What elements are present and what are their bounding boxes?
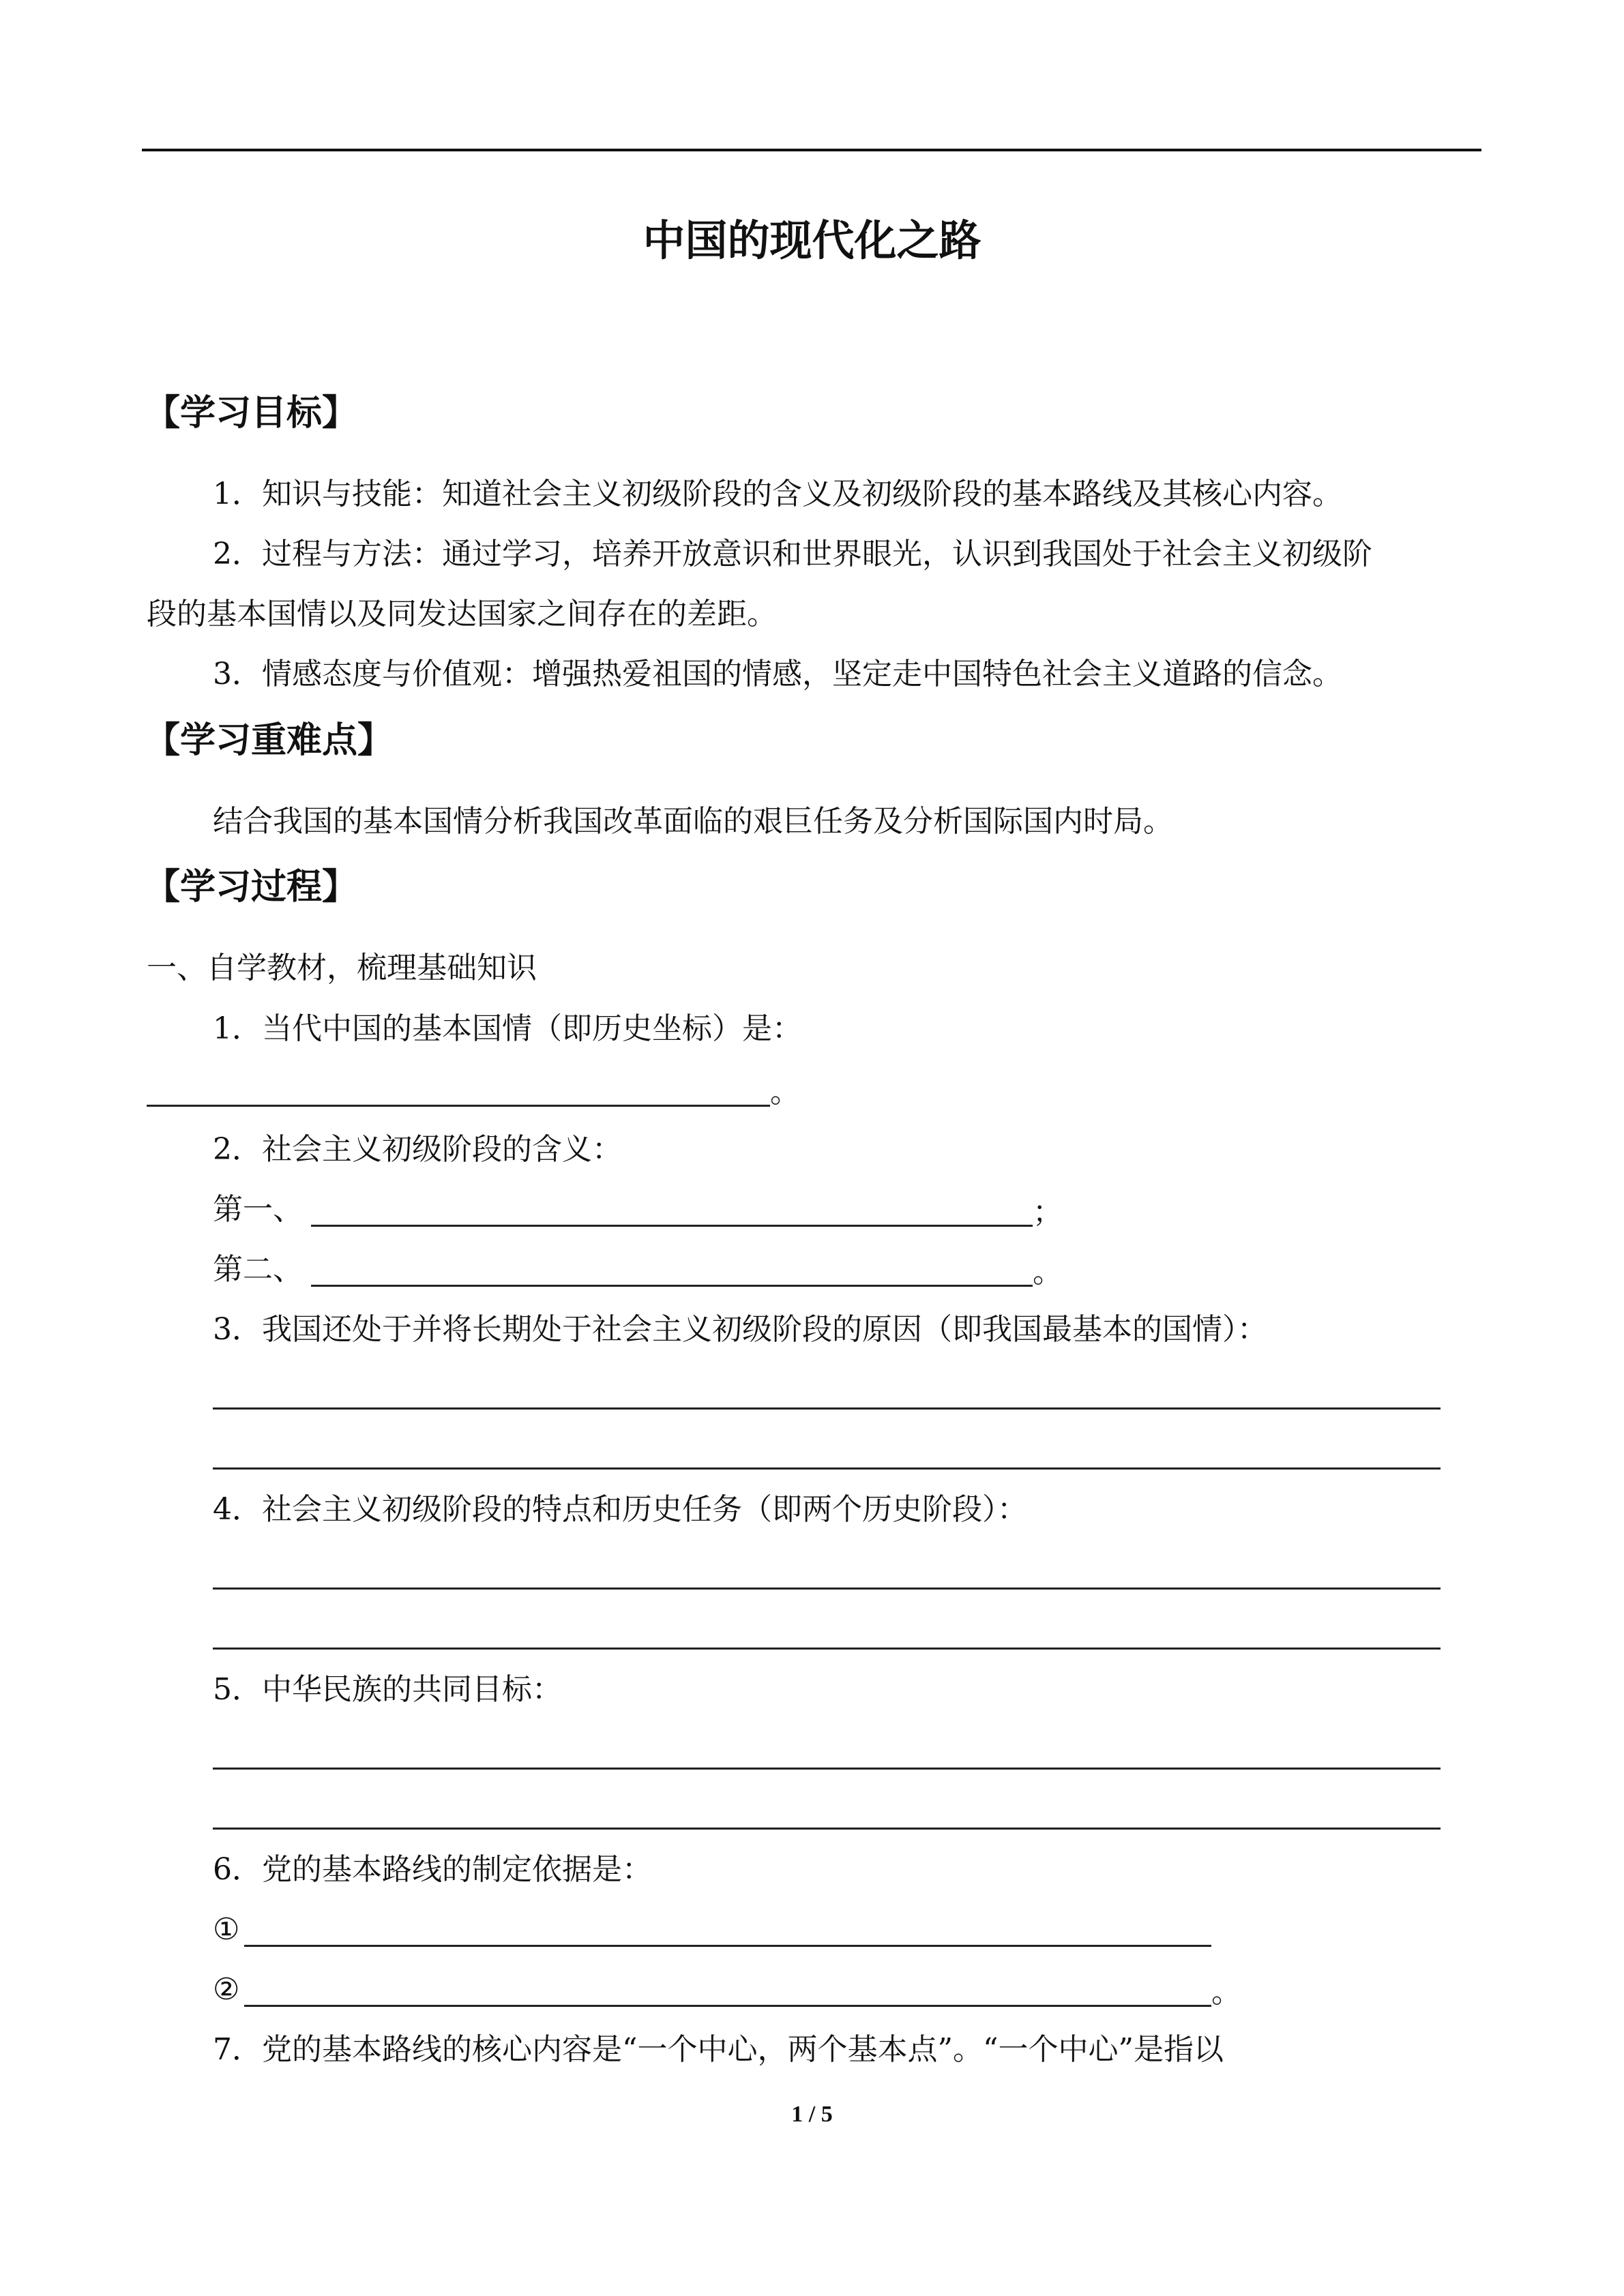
question-2-first-answer-line[interactable]: [311, 1225, 1033, 1227]
objectives-heading: 【学习目标】: [145, 393, 358, 434]
question-2-label: 2．社会主义初级阶段的含义：: [213, 1132, 622, 1167]
question-1-answer-line[interactable]: [147, 1105, 770, 1107]
key-points-heading: 【学习重难点】: [145, 720, 394, 761]
page-title: 中国的现代化之路: [643, 215, 981, 265]
question-3-answer-line-1[interactable]: [213, 1407, 1441, 1410]
question-2-second-label: 第二、: [213, 1252, 303, 1287]
question-2-second-answer-line[interactable]: [311, 1285, 1033, 1287]
question-4-answer-line-1[interactable]: [213, 1587, 1441, 1590]
question-6-answer-line-b[interactable]: [244, 2005, 1211, 2007]
question-3-label: 3．我国还处于并将长期处于社会主义初级阶段的原因（即我国最基本的国情）：: [213, 1312, 1267, 1347]
question-6-marker-b: ②: [213, 1972, 240, 2007]
question-6-label: 6．党的基本路线的制定依据是：: [213, 1852, 652, 1887]
question-6-end-mark: 。: [1211, 1975, 1241, 2010]
question-2-first-end-mark: ；: [1033, 1195, 1063, 1229]
question-1-label: 1．当代中国的基本国情（即历史坐标）是：: [213, 1011, 802, 1046]
question-4-answer-line-2[interactable]: [213, 1648, 1441, 1650]
objective-item-2-cont: 段的基本国情以及同发达国家之间存在的差距。: [147, 597, 777, 631]
question-2-second-end-mark: 。: [1033, 1255, 1063, 1289]
header-rule: [142, 149, 1481, 151]
key-points-text: 结合我国的基本国情分析我国改革面临的艰巨任务及分析国际国内时局。: [213, 804, 1173, 839]
objective-item-3: 3．情感态度与价值观：增强热爱祖国的情感，坚定走中国特色社会主义道路的信念。: [213, 657, 1342, 691]
question-3-answer-line-2[interactable]: [213, 1467, 1441, 1470]
question-4-label: 4．社会主义初级阶段的特点和历史任务（即两个历史阶段）：: [213, 1492, 1027, 1527]
process-part1-label: 一、自学教材，梳理基础知识: [147, 951, 537, 985]
question-1-end-mark: 。: [770, 1075, 800, 1109]
question-7-label: 7．党的基本路线的核心内容是“一个中心，两个基本点”。“一个中心”是指以: [213, 2032, 1224, 2067]
question-5-label: 5．中华民族的共同目标：: [213, 1672, 562, 1707]
objective-item-2: 2．过程与方法：通过学习，培养开放意识和世界眼光，认识到我国处于社会主义初级阶: [213, 537, 1372, 571]
process-heading: 【学习过程】: [145, 867, 358, 908]
question-6-marker-a: ①: [213, 1912, 240, 1947]
page-number: 1 / 5: [791, 2102, 833, 2127]
question-6-answer-line-a[interactable]: [244, 1945, 1211, 1947]
question-2-first-label: 第一、: [213, 1192, 303, 1227]
objective-item-1: 1．知识与技能：知道社会主义初级阶段的含义及初级阶段的基本路线及其核心内容。: [213, 477, 1342, 511]
question-5-answer-line-2[interactable]: [213, 1828, 1441, 1830]
question-5-answer-line-1[interactable]: [213, 1768, 1441, 1770]
